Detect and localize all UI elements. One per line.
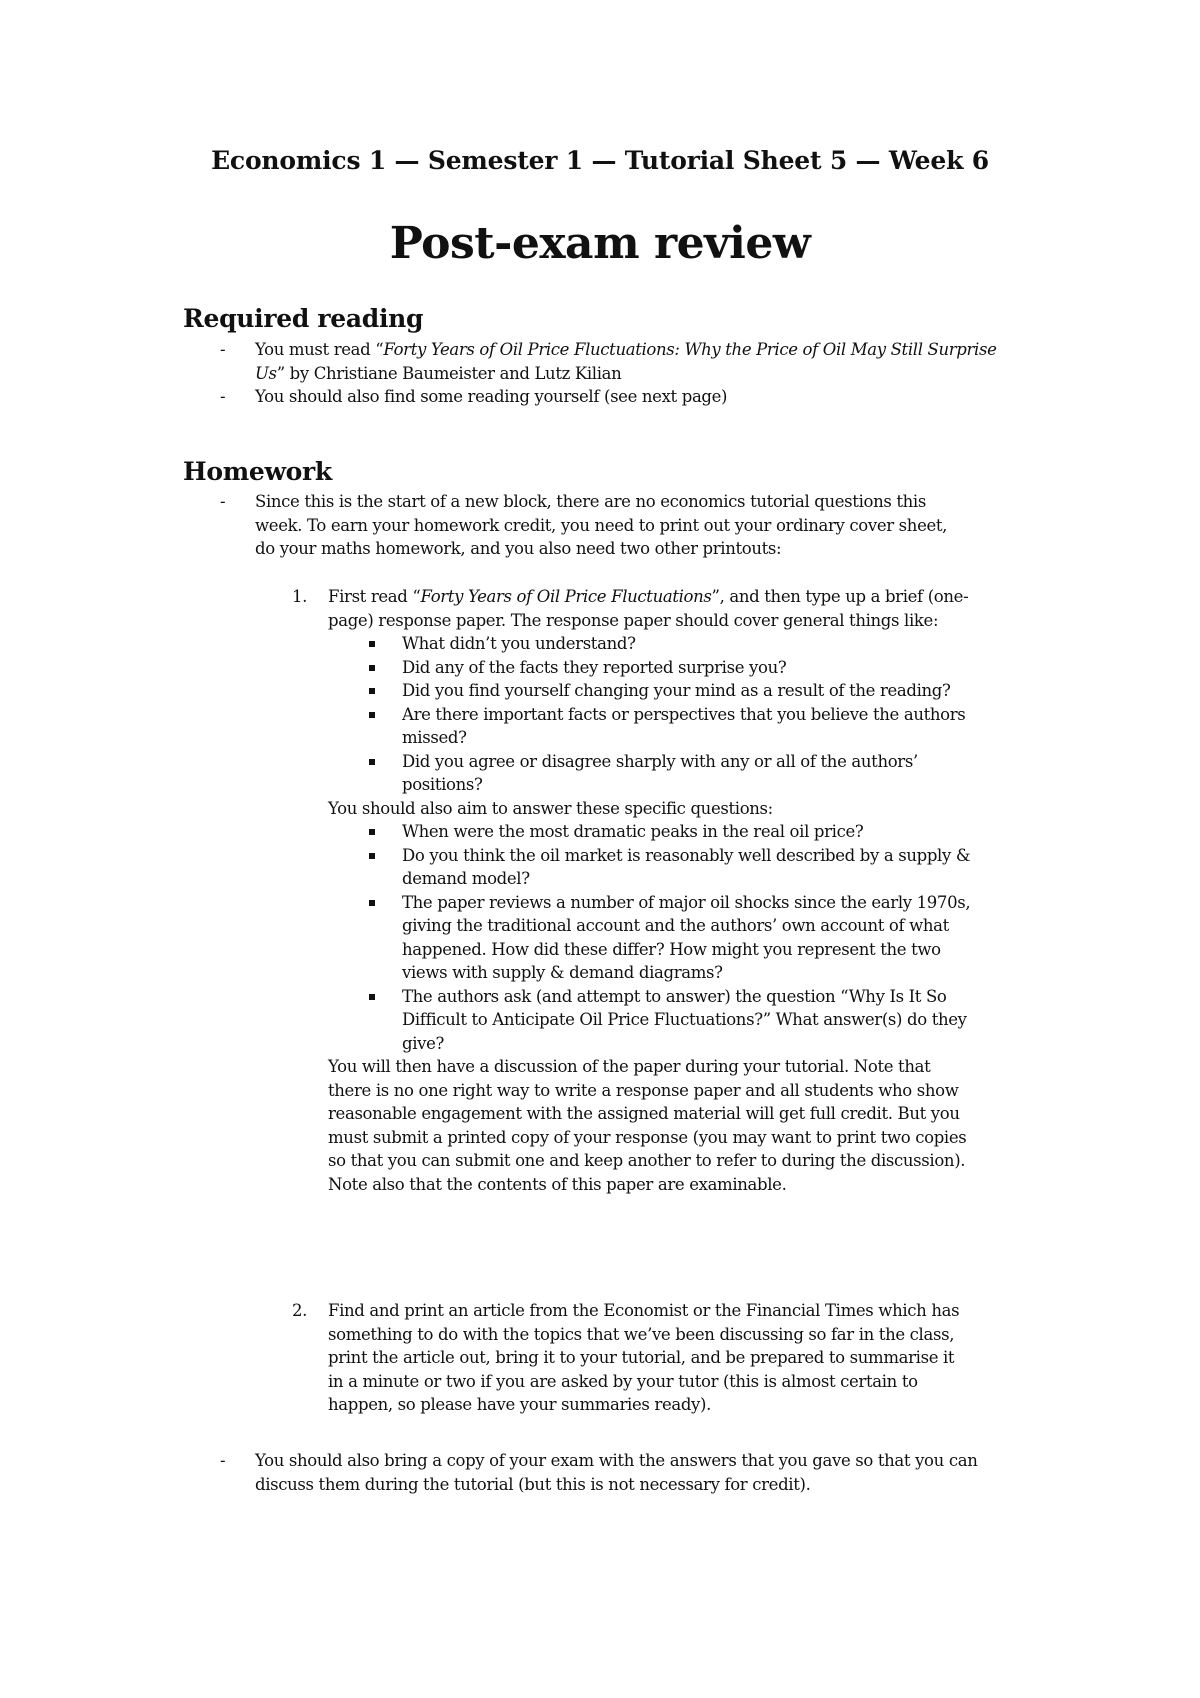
list-item (220, 385, 1030, 409)
square-bullet-icon (369, 994, 375, 1000)
reading-title: Forty Years of Oil Price Fluctuations: Why the Price of Oil May Still Surprise Us (255, 340, 997, 383)
reading-text-post: ” by Christiane Baumeister and Lutz Kilian (276, 363, 622, 383)
course-subtitle: Economics 1 — Semester 1 — Tutorial Sheet 5 — Week 6 (211, 146, 989, 175)
required-reading-heading: Required reading (183, 304, 424, 333)
homework-intro (220, 490, 960, 561)
page-title: Post-exam review (389, 218, 811, 269)
final-item-text: You should also bring a copy of your exam with the answers that you gave so that you can discuss them during the tutorial (but this is not necessary for credit). (255, 1451, 978, 1494)
question-text: The authors ask (and attempt to answer) the question “Why Is It So Difficult to Anticipate Oil Price Fluctuations?” What answer(s) do they give? (402, 986, 967, 1053)
reading-text: You should also find some reading yourself (see next page) (255, 387, 728, 406)
dash-bullet-icon: - (220, 387, 226, 406)
task-1-post: ”, and then type up a brief (one-page) response paper. The response paper should cover general things like: (328, 587, 969, 630)
list-item (369, 750, 972, 797)
question-text: Do you think the oil market is reasonably well described by a supply & demand model? (402, 845, 971, 888)
homework-intro-text: Since this is the start of a new block, there are no economics tutorial questions this week. To earn your homework credit, you need to print out your ordinary cover sheet, do your maths homework, and you also need two other printouts: (255, 492, 948, 558)
specific-questions-intro: You should also aim to answer these specific questions: (328, 798, 773, 818)
list-item (369, 844, 972, 891)
task-number: 1. (292, 587, 308, 606)
square-bullet-icon (369, 900, 375, 906)
task-2 (292, 1299, 972, 1417)
square-bullet-icon (369, 641, 375, 647)
question-text: What didn’t you understand? (402, 634, 636, 653)
square-bullet-icon (369, 853, 375, 859)
task-1-closing: You will then have a discussion of the paper during your tutorial. Note that there is no one right way to write a response paper and all students who show reasonable engagement with the assigned material will get full credit. But you must submit a printed copy of your response (you may want to print two copies so that you can submit one and keep another to refer to during the discussion). Note also that the contents of this paper are examinable. (328, 1057, 967, 1194)
question-text: When were the most dramatic peaks in the real oil price? (402, 822, 864, 841)
list-item (369, 632, 972, 656)
task-1 (292, 585, 972, 1196)
task-1-intro (328, 585, 972, 632)
square-bullet-icon (369, 688, 375, 694)
task-number: 2. (292, 1301, 308, 1320)
question-text: Did any of the facts they reported surprise you? (402, 657, 787, 677)
list-item (369, 820, 972, 844)
general-questions-list (328, 632, 972, 797)
dash-bullet-icon: - (220, 340, 226, 359)
list-item (369, 656, 972, 680)
list-item (369, 891, 972, 985)
square-bullet-icon (369, 829, 375, 835)
list-item (220, 1449, 980, 1496)
square-bullet-icon (369, 712, 375, 718)
reading-text-pre: You must read “ (255, 340, 384, 359)
list-item (369, 703, 972, 750)
list-item (220, 338, 1030, 385)
list-item (220, 490, 960, 561)
question-text: Did you agree or disagree sharply with any or all of the authors’ positions? (402, 751, 918, 794)
question-text: Are there important facts or perspectives that you believe the authors missed? (402, 704, 966, 747)
dash-bullet-icon: - (220, 1451, 226, 1470)
task-1-pre: First read “ (328, 587, 421, 606)
task-2-text: Find and print an article from the Economist or the Financial Times which has something to do with the topics that we’ve been discussing so far in the class, print the article out, bring it to your tutorial, and be prepared to summarise it in a minute or two if you are asked by your tutor (this is almost certain to happen, so please have your summaries ready). (328, 1301, 960, 1414)
list-item (369, 679, 972, 703)
question-text: Did you find yourself changing your mind as a result of the reading? (402, 681, 951, 700)
square-bullet-icon (369, 759, 375, 765)
homework-heading: Homework (183, 457, 332, 486)
square-bullet-icon (369, 665, 375, 671)
homework-final-item (220, 1449, 980, 1496)
dash-bullet-icon: - (220, 492, 226, 511)
specific-questions-list (328, 820, 972, 1055)
list-item (369, 985, 972, 1056)
task-1-reading-title: Forty Years of Oil Price Fluctuations (420, 587, 712, 606)
question-text: The paper reviews a number of major oil shocks since the early 1970s, giving the traditional account and the authors’ own account of what happened. How did these differ? How might you represent the two views with supply & demand diagrams? (402, 892, 971, 982)
required-reading-list (220, 338, 1030, 409)
